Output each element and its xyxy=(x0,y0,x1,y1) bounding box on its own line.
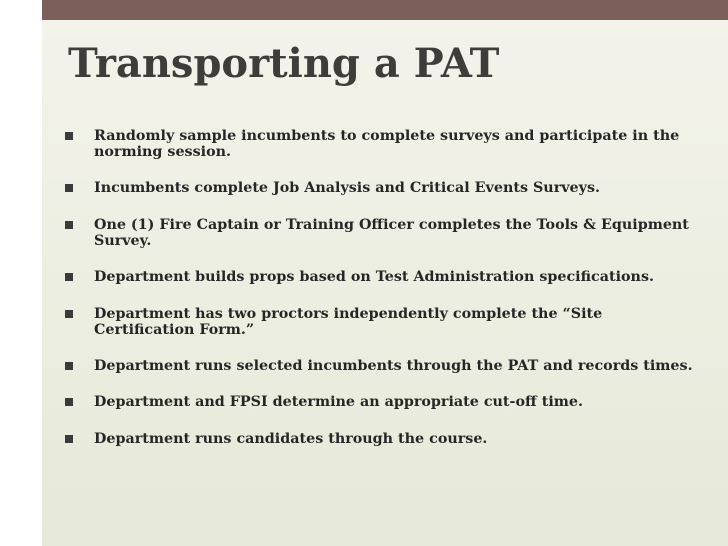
bullet-item xyxy=(64,394,694,410)
bullet-text: Department has two proctors independently complete the “Site Certification Form.” xyxy=(94,306,603,338)
bullet-item xyxy=(64,269,694,285)
bullet-text: Department runs candidates through the course. xyxy=(94,431,488,447)
slide-title: Transporting a PAT xyxy=(68,40,500,87)
bullet-item xyxy=(64,306,694,338)
bullet-text: Department builds props based on Test Administration specifications. xyxy=(94,269,654,285)
bullet-item xyxy=(64,128,694,160)
top-accent-bar xyxy=(42,0,728,20)
square-bullet-icon xyxy=(65,132,73,140)
square-bullet-icon xyxy=(65,273,73,281)
bullet-text: Department runs selected incumbents through the PAT and records times. xyxy=(94,358,693,374)
square-bullet-icon xyxy=(65,310,73,318)
bullet-text: Department and FPSI determine an appropriate cut-off time. xyxy=(94,394,583,410)
bullet-text: Incumbents complete Job Analysis and Critical Events Surveys. xyxy=(94,180,600,196)
bullet-list xyxy=(64,128,694,468)
square-bullet-icon xyxy=(65,398,73,406)
bullet-text: One (1) Fire Captain or Training Officer completes the Tools & Equipment Survey. xyxy=(94,217,689,249)
square-bullet-icon xyxy=(65,221,73,229)
bullet-text: Randomly sample incumbents to complete surveys and participate in the norming session. xyxy=(94,128,680,160)
square-bullet-icon xyxy=(65,435,73,443)
bullet-item xyxy=(64,431,694,447)
square-bullet-icon xyxy=(65,184,73,192)
bullet-item xyxy=(64,180,694,196)
bullet-item xyxy=(64,217,694,249)
square-bullet-icon xyxy=(65,362,73,370)
bullet-item xyxy=(64,358,694,374)
